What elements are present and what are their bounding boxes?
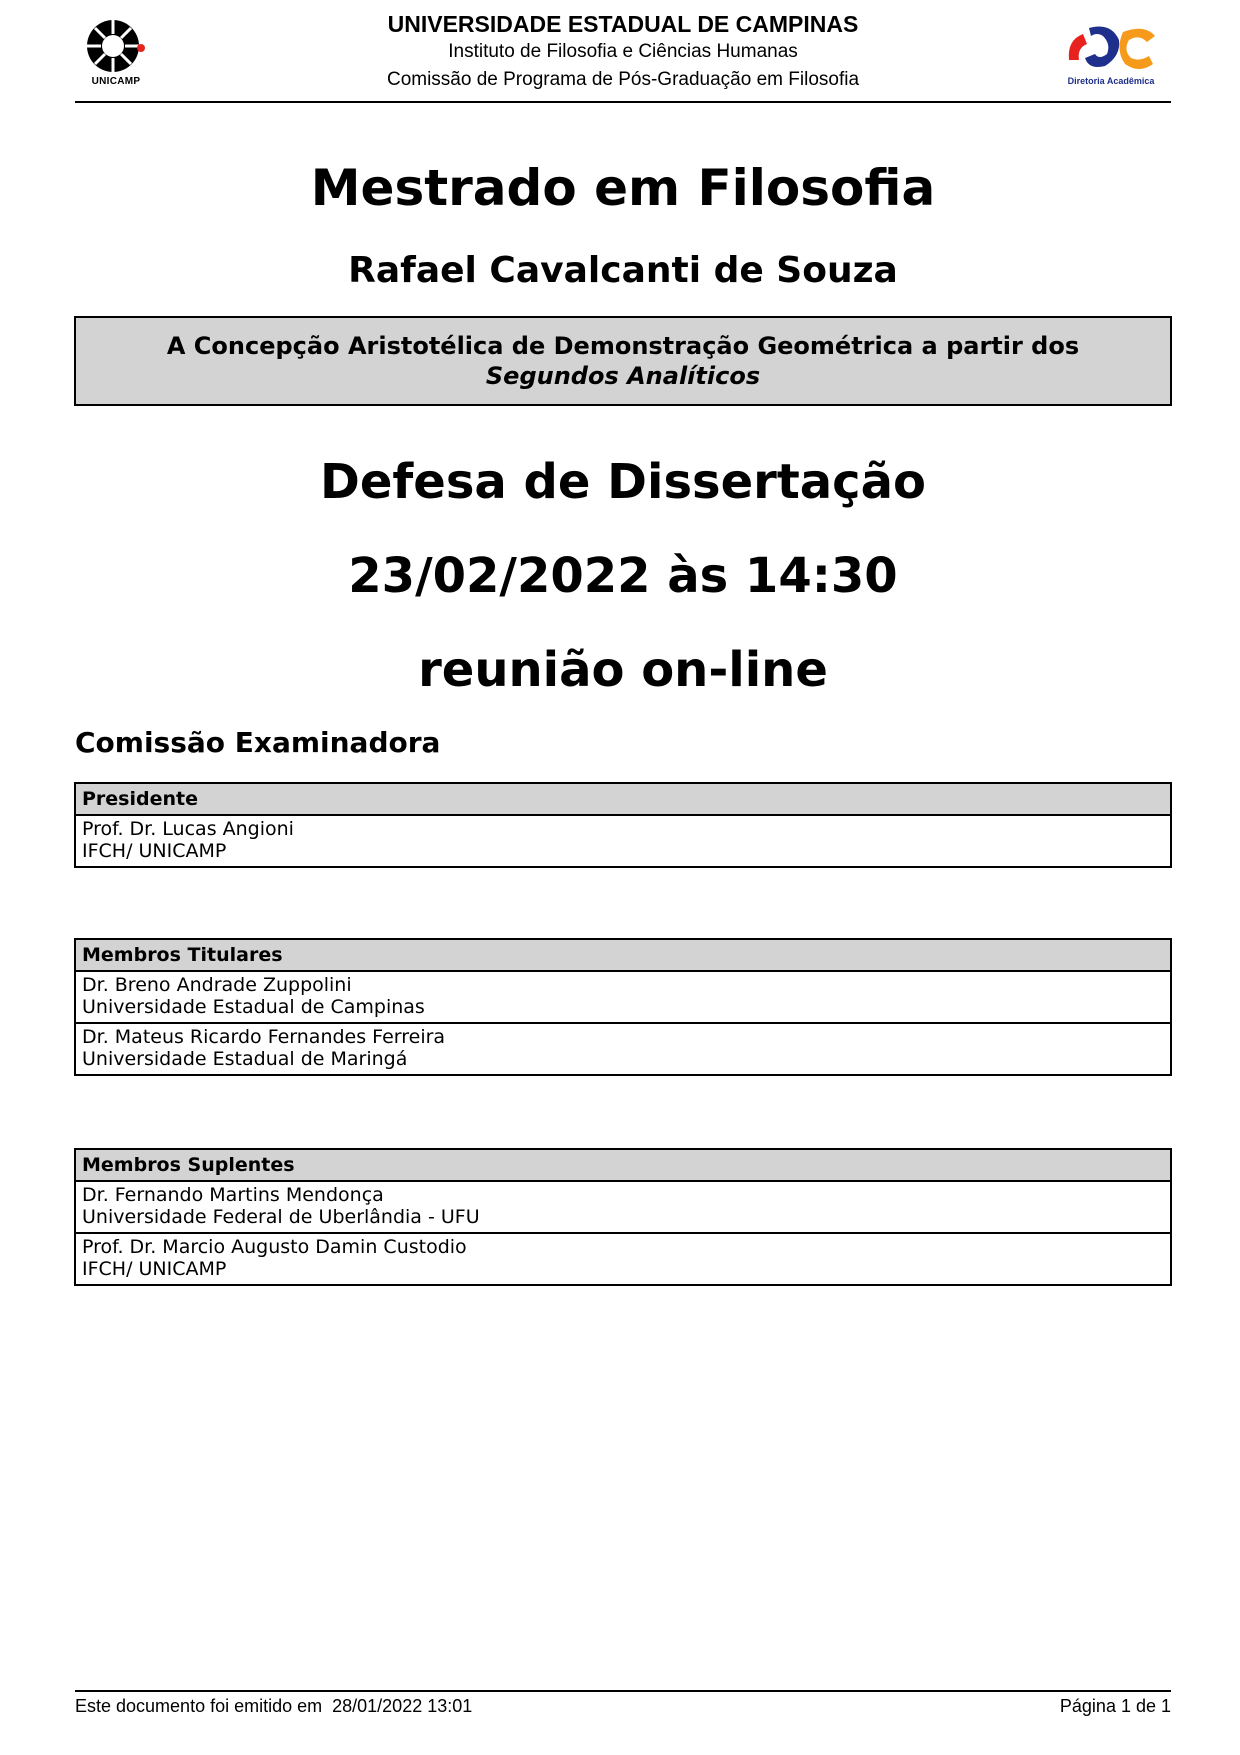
table-row <box>76 1234 1170 1284</box>
member-affiliation: IFCH/ UNICAMP <box>82 840 227 862</box>
unicamp-logo-text: UNICAMP <box>91 76 141 87</box>
committee-heading: Comissão Examinadora <box>75 726 441 759</box>
diretoria-academica-logo <box>1059 20 1163 96</box>
document-footer <box>75 1690 1171 1716</box>
member-affiliation: Universidade Federal de Uberlândia - UFU <box>82 1206 480 1228</box>
header-text-block <box>275 10 971 94</box>
table-header: Presidente <box>76 784 1170 816</box>
commission-name: Comissão de Programa de Pós-Graduação em Filosofia <box>386 69 860 90</box>
member-name: Prof. Dr. Lucas Angioni <box>82 818 294 840</box>
institute-name: Instituto de Filosofia e Ciências Humanas <box>448 41 798 62</box>
table-row <box>76 1024 1170 1074</box>
table-row <box>76 972 1170 1024</box>
thesis-title-line1: A Concepção Aristotélica de Demonstração Geométrica a partir dos <box>166 332 1080 360</box>
table-header: Membros Titulares <box>76 940 1170 972</box>
member-name: Dr. Breno Andrade Zuppolini <box>82 974 352 996</box>
page-number: Página 1 de 1 <box>1059 1696 1171 1716</box>
member-affiliation: Universidade Estadual de Campinas <box>82 996 425 1018</box>
member-name: Dr. Mateus Ricardo Fernandes Ferreira <box>82 1026 446 1048</box>
thesis-title-line2: Segundos Analíticos <box>485 362 761 390</box>
issued-timestamp: Este documento foi emitido em 28/01/2022 13:01 <box>75 1696 473 1716</box>
unicamp-logo <box>79 14 153 94</box>
defense-datetime: 23/02/2022 às 14:30 <box>348 548 898 604</box>
member-name: Prof. Dr. Marcio Augusto Damin Custodio <box>82 1236 467 1258</box>
diretoria-academica-text: Diretoria Acadêmica <box>1067 76 1155 86</box>
president-table <box>74 782 1172 868</box>
university-name: UNIVERSIDADE ESTADUAL DE CAMPINAS <box>387 11 859 37</box>
substitute-members-table <box>74 1148 1172 1286</box>
member-affiliation: IFCH/ UNICAMP <box>82 1258 227 1280</box>
document-header <box>75 0 1171 103</box>
student-name: Rafael Cavalcanti de Souza <box>348 250 898 291</box>
program-title: Mestrado em Filosofia <box>310 159 936 217</box>
dac-emblem-icon <box>1059 20 1163 76</box>
titular-members-table <box>74 938 1172 1076</box>
table-header: Membros Suplentes <box>76 1150 1170 1182</box>
table-row <box>76 1182 1170 1234</box>
defense-type: Defesa de Dissertação <box>320 454 926 510</box>
defense-location: reunião on-line <box>418 642 828 698</box>
thesis-title-box <box>74 316 1172 406</box>
member-affiliation: Universidade Estadual de Maringá <box>82 1048 408 1070</box>
table-row <box>76 816 1170 866</box>
member-name: Dr. Fernando Martins Mendonça <box>82 1184 384 1206</box>
unicamp-emblem-icon <box>79 14 153 76</box>
